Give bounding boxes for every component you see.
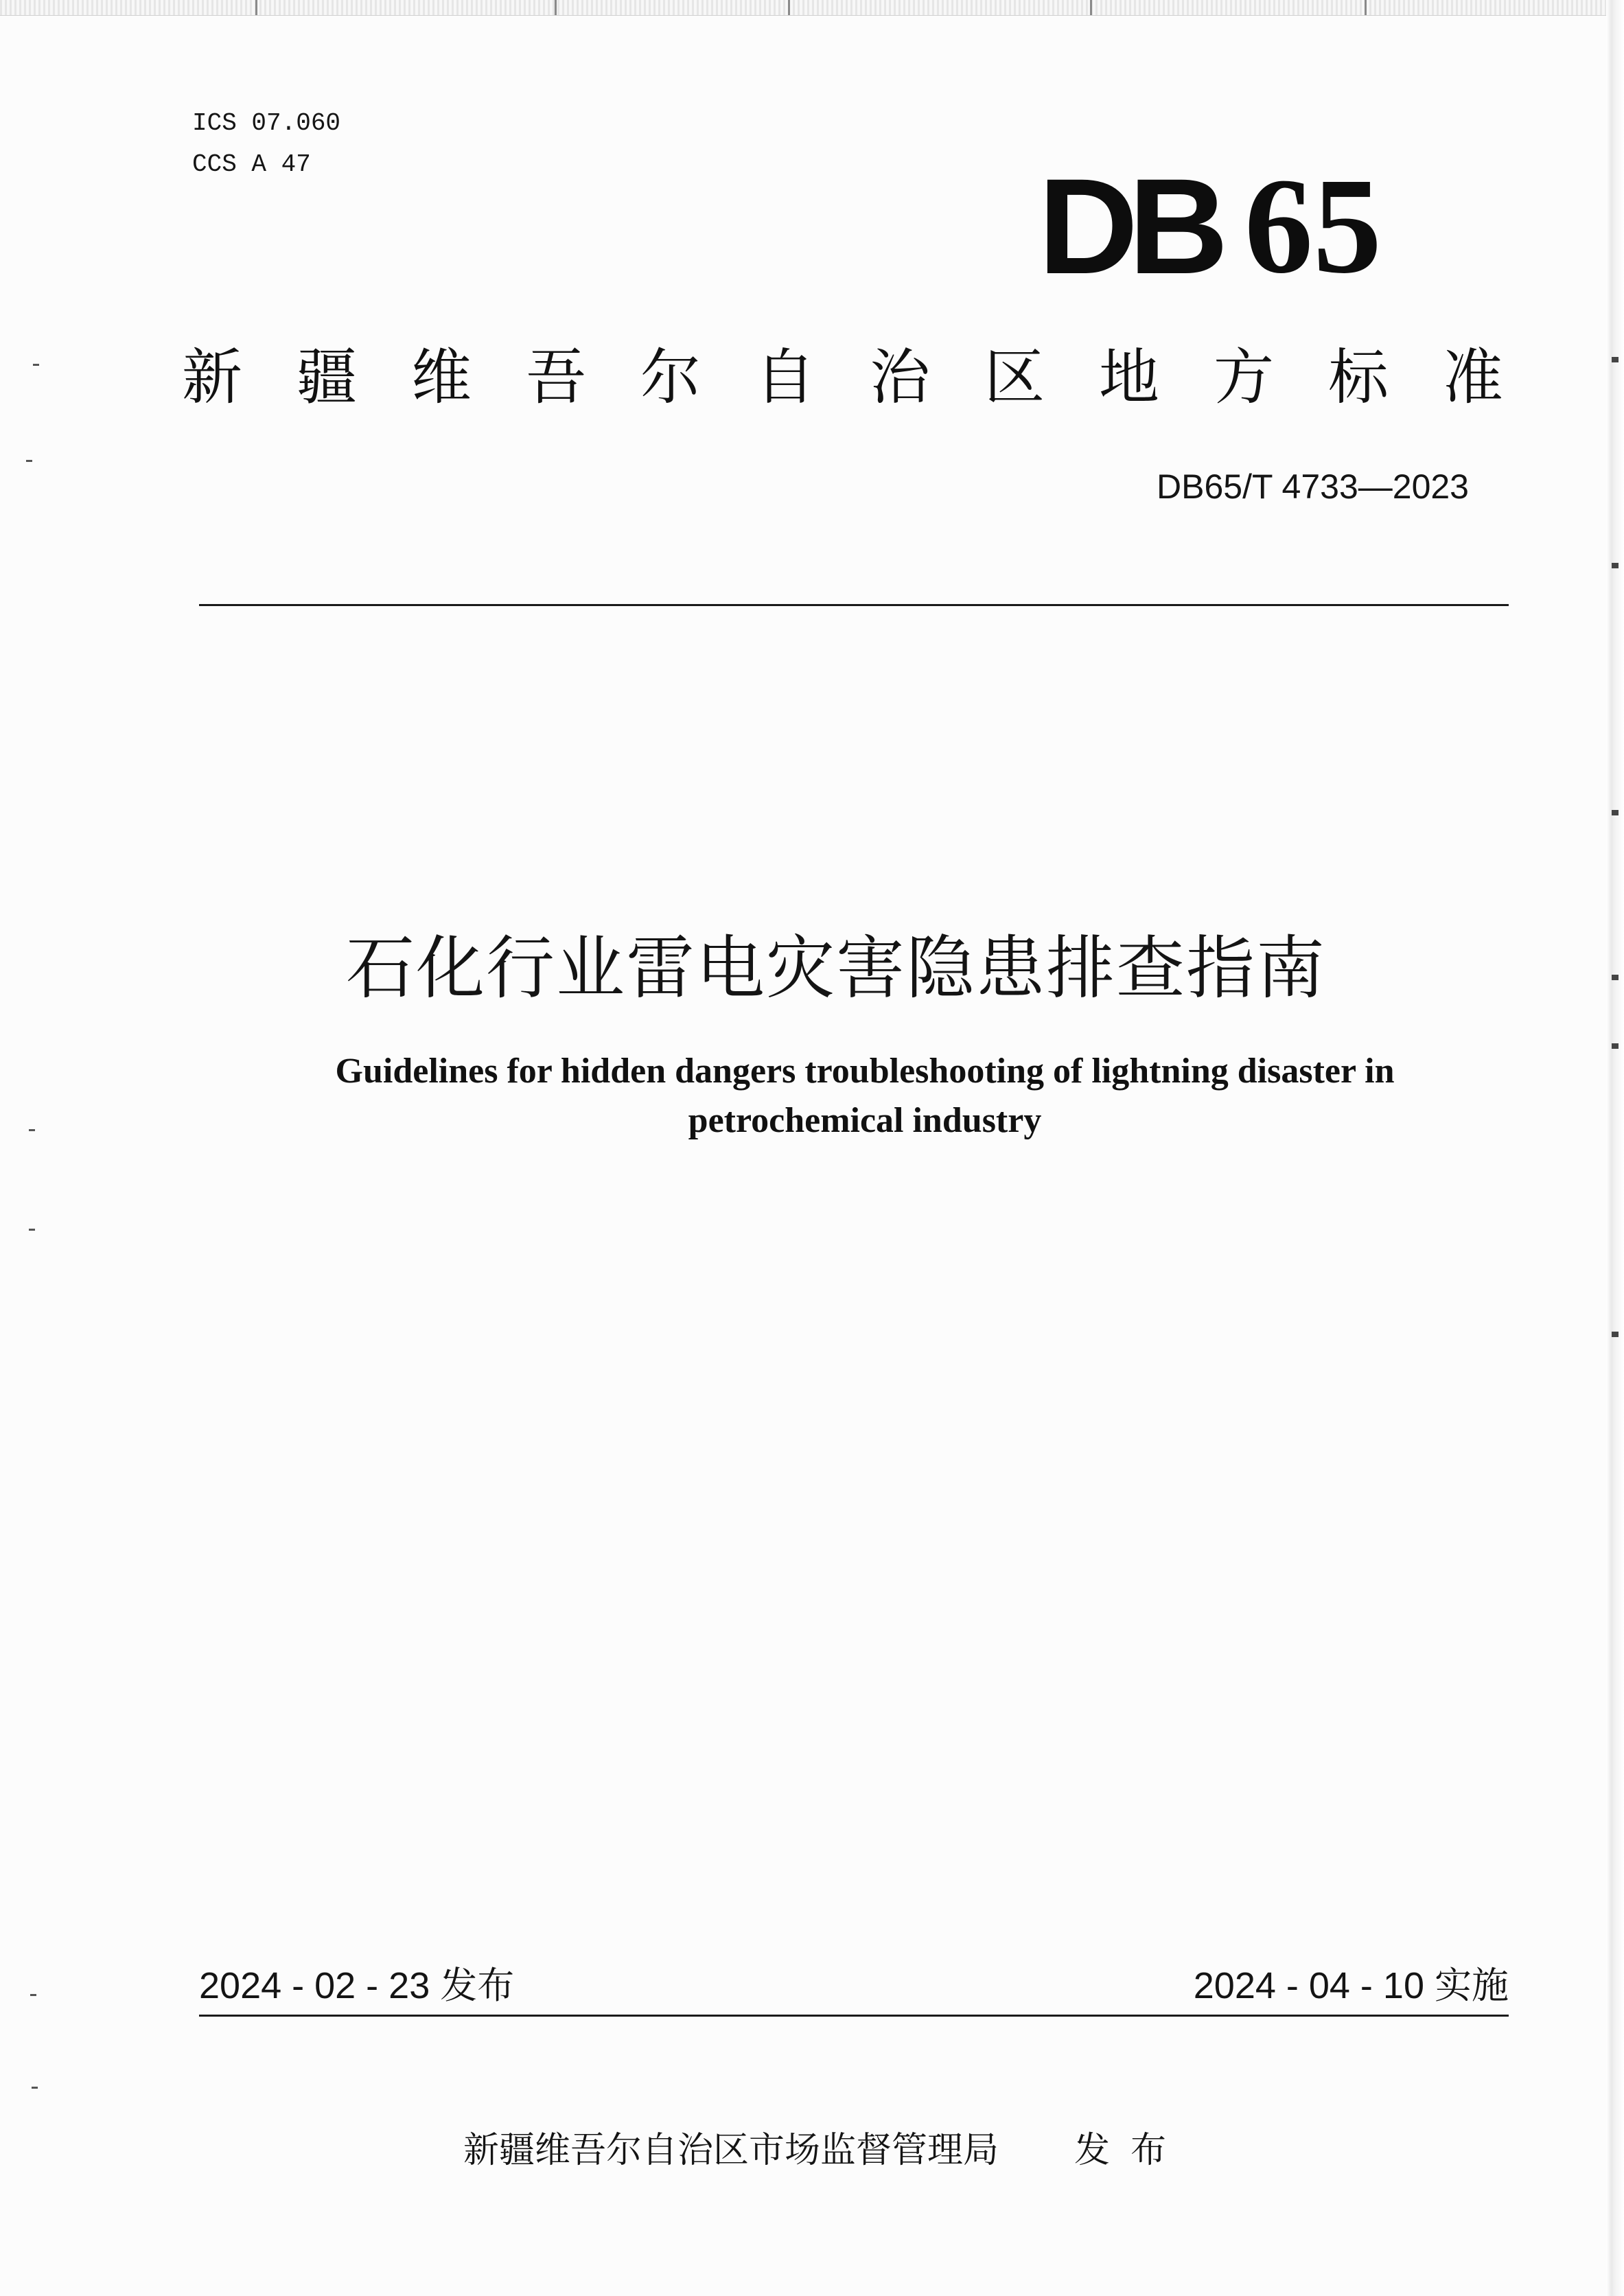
title-english-line: petrochemical industry (688, 1101, 1042, 1140)
ccs-code: CCS A 47 (192, 150, 311, 178)
scan-tick (1090, 0, 1092, 15)
scan-tick (255, 0, 257, 15)
scan-speck (29, 1229, 35, 1231)
release-date: 2024 - 02 - 23 发布 (199, 1965, 515, 2006)
scan-mark (1612, 1043, 1619, 1049)
scan-tick (788, 0, 790, 15)
scan-mark (1612, 1332, 1619, 1337)
publisher-action: 发布 (1074, 2130, 1187, 2171)
scan-speck (26, 460, 32, 462)
standard-logo (1038, 141, 1382, 302)
scan-mark (1612, 563, 1619, 568)
scan-top-edge (0, 0, 1624, 16)
scan-mark (1612, 357, 1619, 362)
scan-speck (30, 1994, 36, 1996)
implementation-date: 2024 - 04 - 10 实施 (1193, 1965, 1509, 2006)
scan-tick (1365, 0, 1367, 15)
scan-speck (32, 2087, 38, 2089)
scan-tick (555, 0, 557, 15)
ics-code: ICS 07.060 (192, 109, 341, 137)
title-english (261, 1047, 1469, 1146)
title-english-line: Guidelines for hidden dangers troubleshooting of lightning disaster in (335, 1052, 1395, 1091)
title-chinese: 石化行业雷电灾害隐患排查指南 (346, 928, 1326, 1008)
header-divider (199, 604, 1509, 606)
scan-mark (1612, 810, 1619, 815)
publisher (463, 2121, 1187, 2172)
scan-right-edge (1606, 0, 1624, 2296)
logo-code: 65 (1244, 150, 1382, 302)
publisher-name: 新疆维吾尔自治区市场监督管理局 (463, 2130, 999, 2171)
standard-category: 新疆维吾尔自治区地方标准 (182, 342, 1558, 413)
scan-speck (33, 364, 39, 366)
logo-prefix: DB (1038, 150, 1219, 302)
classification-codes (192, 103, 340, 185)
footer-divider (199, 2015, 1509, 2017)
standard-number: DB65/T 4733—2023 (1157, 467, 1469, 506)
scan-speck (29, 1129, 35, 1131)
